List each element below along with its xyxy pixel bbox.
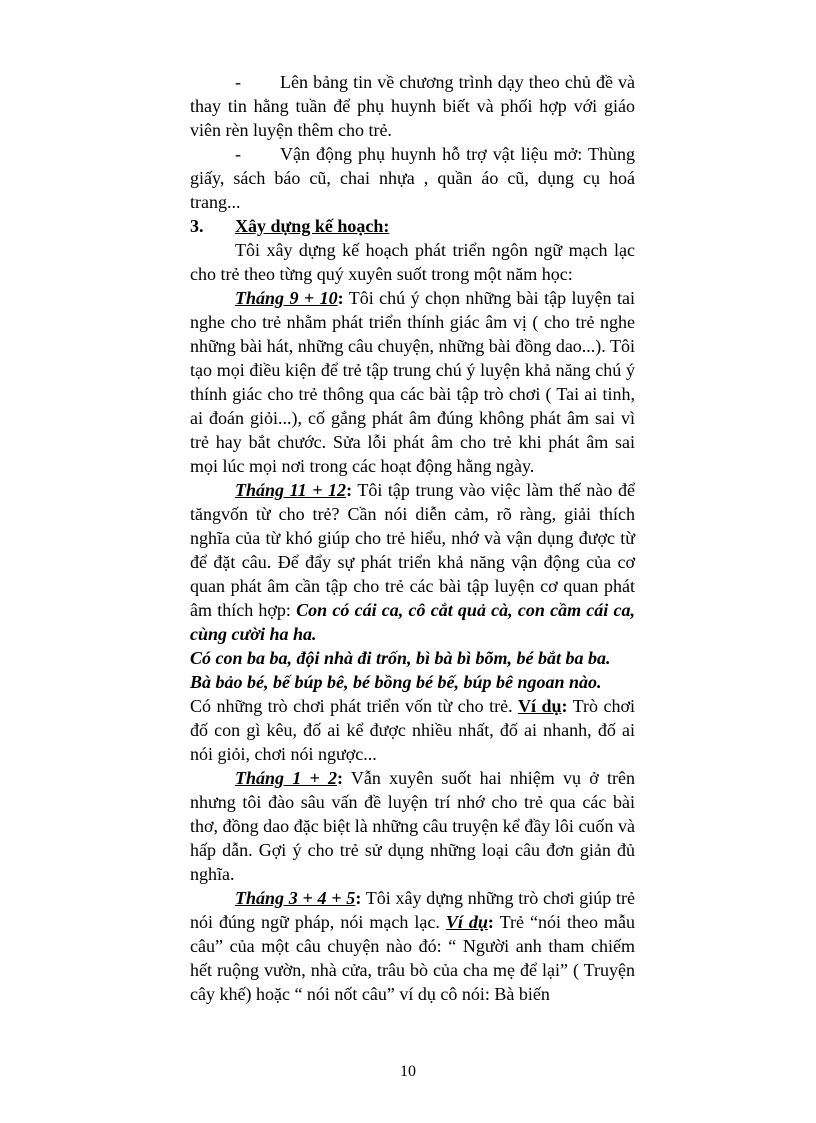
example-label: Ví dụ [445, 912, 488, 932]
dash-bullet: - [235, 144, 241, 164]
list-item-text: Vận động phụ huynh hỗ trợ vật liệu mở: Thùng giấy, sách báo cũ, chai nhựa , quần áo cũ, dụng cụ hoá trang... [190, 144, 635, 212]
label-colon: : [336, 768, 343, 788]
paragraph-text: Vẫn xuyên suốt hai nhiệm vụ ở trên nhưng tôi đào sâu vấn đề luyện trí nhớ cho trẻ qua các bài thơ, đồng dao đặc biệt là những câu truyện kể đầy lôi cuốn và hấp dẫn. Gợi ý cho trẻ sử dụng những loại câu đơn giản đủ nghĩa. [190, 768, 635, 884]
intro-paragraph: Tôi xây dựng kế hoạch phát triển ngôn ngữ mạch lạc cho trẻ theo từng quý xuyên suốt trong một năm học: [190, 240, 635, 284]
label-colon: : [337, 288, 344, 308]
paragraph-month-1-2 [190, 766, 635, 886]
section-number: 3. [190, 216, 204, 236]
page-number: 10 [400, 1063, 416, 1080]
list-item-text: Lên bảng tin về chương trình dạy theo chủ đề và thay tin hằng tuần để phụ huynh biết và phối hợp với giáo viên rèn luyện thêm cho trẻ. [190, 72, 635, 140]
tongue-twister-1: Có con ba ba, đội nhà đi trốn, bì bà bì bõm, bé bắt ba ba. [190, 648, 611, 668]
label-colon: : [561, 696, 568, 716]
paragraph-month-9-10 [190, 286, 635, 478]
dash-bullet: - [235, 72, 241, 92]
month-label: Tháng 1 + 2 [235, 768, 337, 788]
paragraph-text: Trẻ “nói theo mẫu câu” của một câu chuyện nào đó: “ Người anh tham chiếm hết ruộng vườn, nhà cửa, trâu bò của cha mẹ để lại” ( Truyện cây khế) hoặc “ nói nốt câu” ví dụ cô nói: Bà biến [190, 912, 635, 1004]
example-label: Ví dụ [518, 696, 562, 716]
paragraph-text: Tôi xây dựng những trò chơi giúp trẻ nói đúng ngữ pháp, nói mạch lạc. [190, 888, 636, 932]
label-colon: : [487, 912, 494, 932]
list-item-materials [190, 142, 635, 214]
paragraph-text: Tôi tập trung vào việc làm thế nào để tăngvốn từ cho trẻ? Cần nói diễn cảm, rõ ràng, giải thích nghĩa của từ khó giúp cho trẻ hiểu, nhớ và vận dụng được từ để đặt câu. Để đẩy sự phát triển khả năng vận động của cơ quan phát âm cần tập cho trẻ các bài tập luyện cơ quan phát âm thích hợp: [190, 480, 635, 620]
paragraph-text: Tôi chú ý chọn những bài tập luyện tai nghe cho trẻ nhằm phát triển thính giác âm vị ( cho trẻ nghe những bài hát, những câu chuyện, những bài đồng dao...). Tôi tạo mọi điều kiện để trẻ tập trung chú ý luyện khả năng chú ý thính giác cho trẻ thông qua các bài tập trò chơi ( Tai ai tinh, ai đoán giỏi...), cố gắng phát âm đúng không phát âm sai vì trẻ hay bắt chước. Sửa lỗi phát âm cho trẻ khi phát âm sai mọi lúc mọi nơi trong các hoạt động hằng ngày. [190, 288, 635, 476]
paragraph-text: Trò chơi đố con gì kêu, đố ai kể được nhiều nhất, đố ai nhanh, đố ai nói giỏi, chơi nói ngược... [190, 696, 635, 764]
section-heading [190, 214, 635, 238]
label-colon: : [346, 480, 353, 500]
month-label: Tháng 3 + 4 + 5 [235, 888, 356, 908]
month-label: Tháng 9 + 10 [235, 288, 338, 308]
paragraph-month-3-4-5 [190, 886, 635, 1006]
label-colon: : [355, 888, 362, 908]
month-label: Tháng 11 + 12 [235, 480, 347, 500]
tongue-twister-2: Bà bảo bé, bế búp bê, bé bồng bé bế, búp bê ngoan nào. [190, 672, 602, 692]
paragraph-games [190, 694, 635, 766]
paragraph-text: Có những trò chơi phát triển vốn từ cho trẻ. [190, 696, 519, 716]
paragraph-month-11-12 [190, 478, 635, 646]
body-text [190, 70, 635, 1006]
section-title: Xây dựng kế hoạch: [235, 216, 390, 236]
list-item-bulletin [190, 70, 635, 142]
example-sentence: Con có cái ca, cô cắt quả cà, con cầm cái ca, cùng cười ha ha. [190, 600, 635, 644]
